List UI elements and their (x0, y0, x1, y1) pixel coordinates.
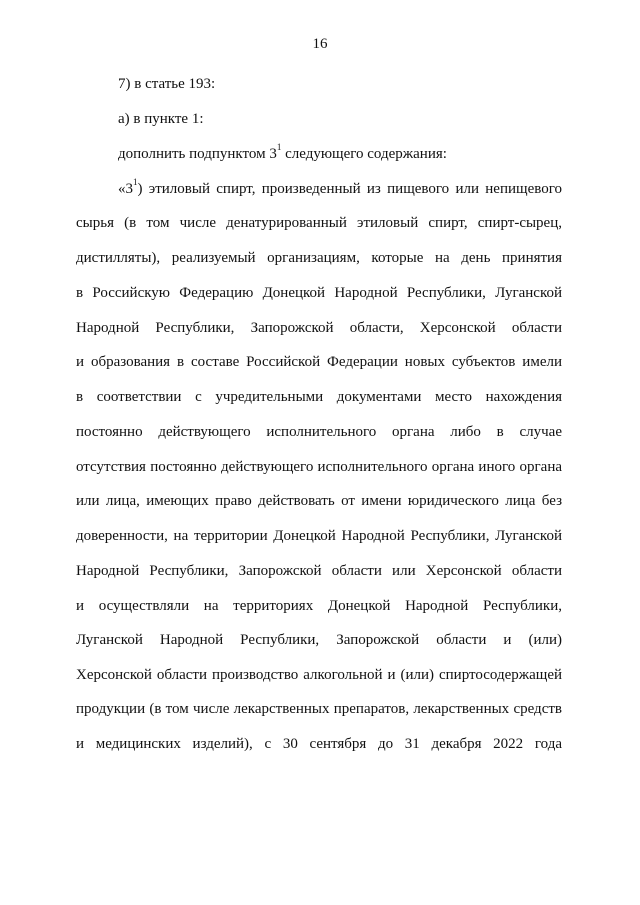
quote-superscript: 1 (133, 177, 138, 187)
quote-line: доверенности, на территории Донецкой Народной Республики, Луганской (76, 528, 562, 544)
quote-line: дистилляты), реализуемый организациям, которые на день принятия (76, 250, 562, 266)
quote-line-1 (118, 177, 562, 198)
quote-line: и медицинских изделий), с 30 сентября до 31 декабря 2022 года (76, 736, 562, 752)
quote-line: и образования в составе Российской Федерации новых субъектов имели (76, 354, 562, 370)
quote-line: и осуществляли на территориях Донецкой Народной Республики, (76, 598, 562, 614)
supplement-instruction (118, 142, 447, 163)
supplement-suffix: следующего содержания: (281, 146, 447, 162)
quote-first-line-rest: ) этиловый спирт, произведенный из пищевого или непищевого (137, 181, 562, 197)
supplement-superscript: 1 (276, 142, 282, 152)
quote-line: Народной Республики, Запорожской области или Херсонской области (76, 563, 562, 579)
quote-line: сырья (в том числе денатурированный этиловый спирт, спирт-сырец, (76, 215, 562, 231)
subitem-a-heading: а) в пункте 1: (118, 111, 204, 127)
supplement-prefix: дополнить подпунктом 3 (118, 146, 277, 162)
item-7-heading: 7) в статье 193: (118, 76, 216, 92)
quote-line: Луганской Народной Республики, Запорожской области и (или) (76, 632, 562, 648)
quote-line: Херсонской области производство алкогольной и (или) спиртосодержащей (76, 667, 562, 683)
quote-line: продукции (в том числе лекарственных препаратов, лекарственных средств (76, 701, 562, 717)
quote-line: Народной Республики, Запорожской области, Херсонской области (76, 320, 562, 336)
page-number: 16 (312, 36, 328, 52)
quote-open: «3 (118, 181, 133, 197)
quote-line: отсутствия постоянно действующего исполнительного органа иного органа (76, 459, 562, 475)
quote-line: в Российскую Федерацию Донецкой Народной Республики, Луганской (76, 285, 562, 301)
quote-line: в соответствии с учредительными документами место нахождения (76, 389, 562, 405)
quote-line: или лица, имеющих право действовать от имени юридического лица без (76, 493, 562, 509)
quote-line: постоянно действующего исполнительного органа либо в случае (76, 424, 562, 440)
